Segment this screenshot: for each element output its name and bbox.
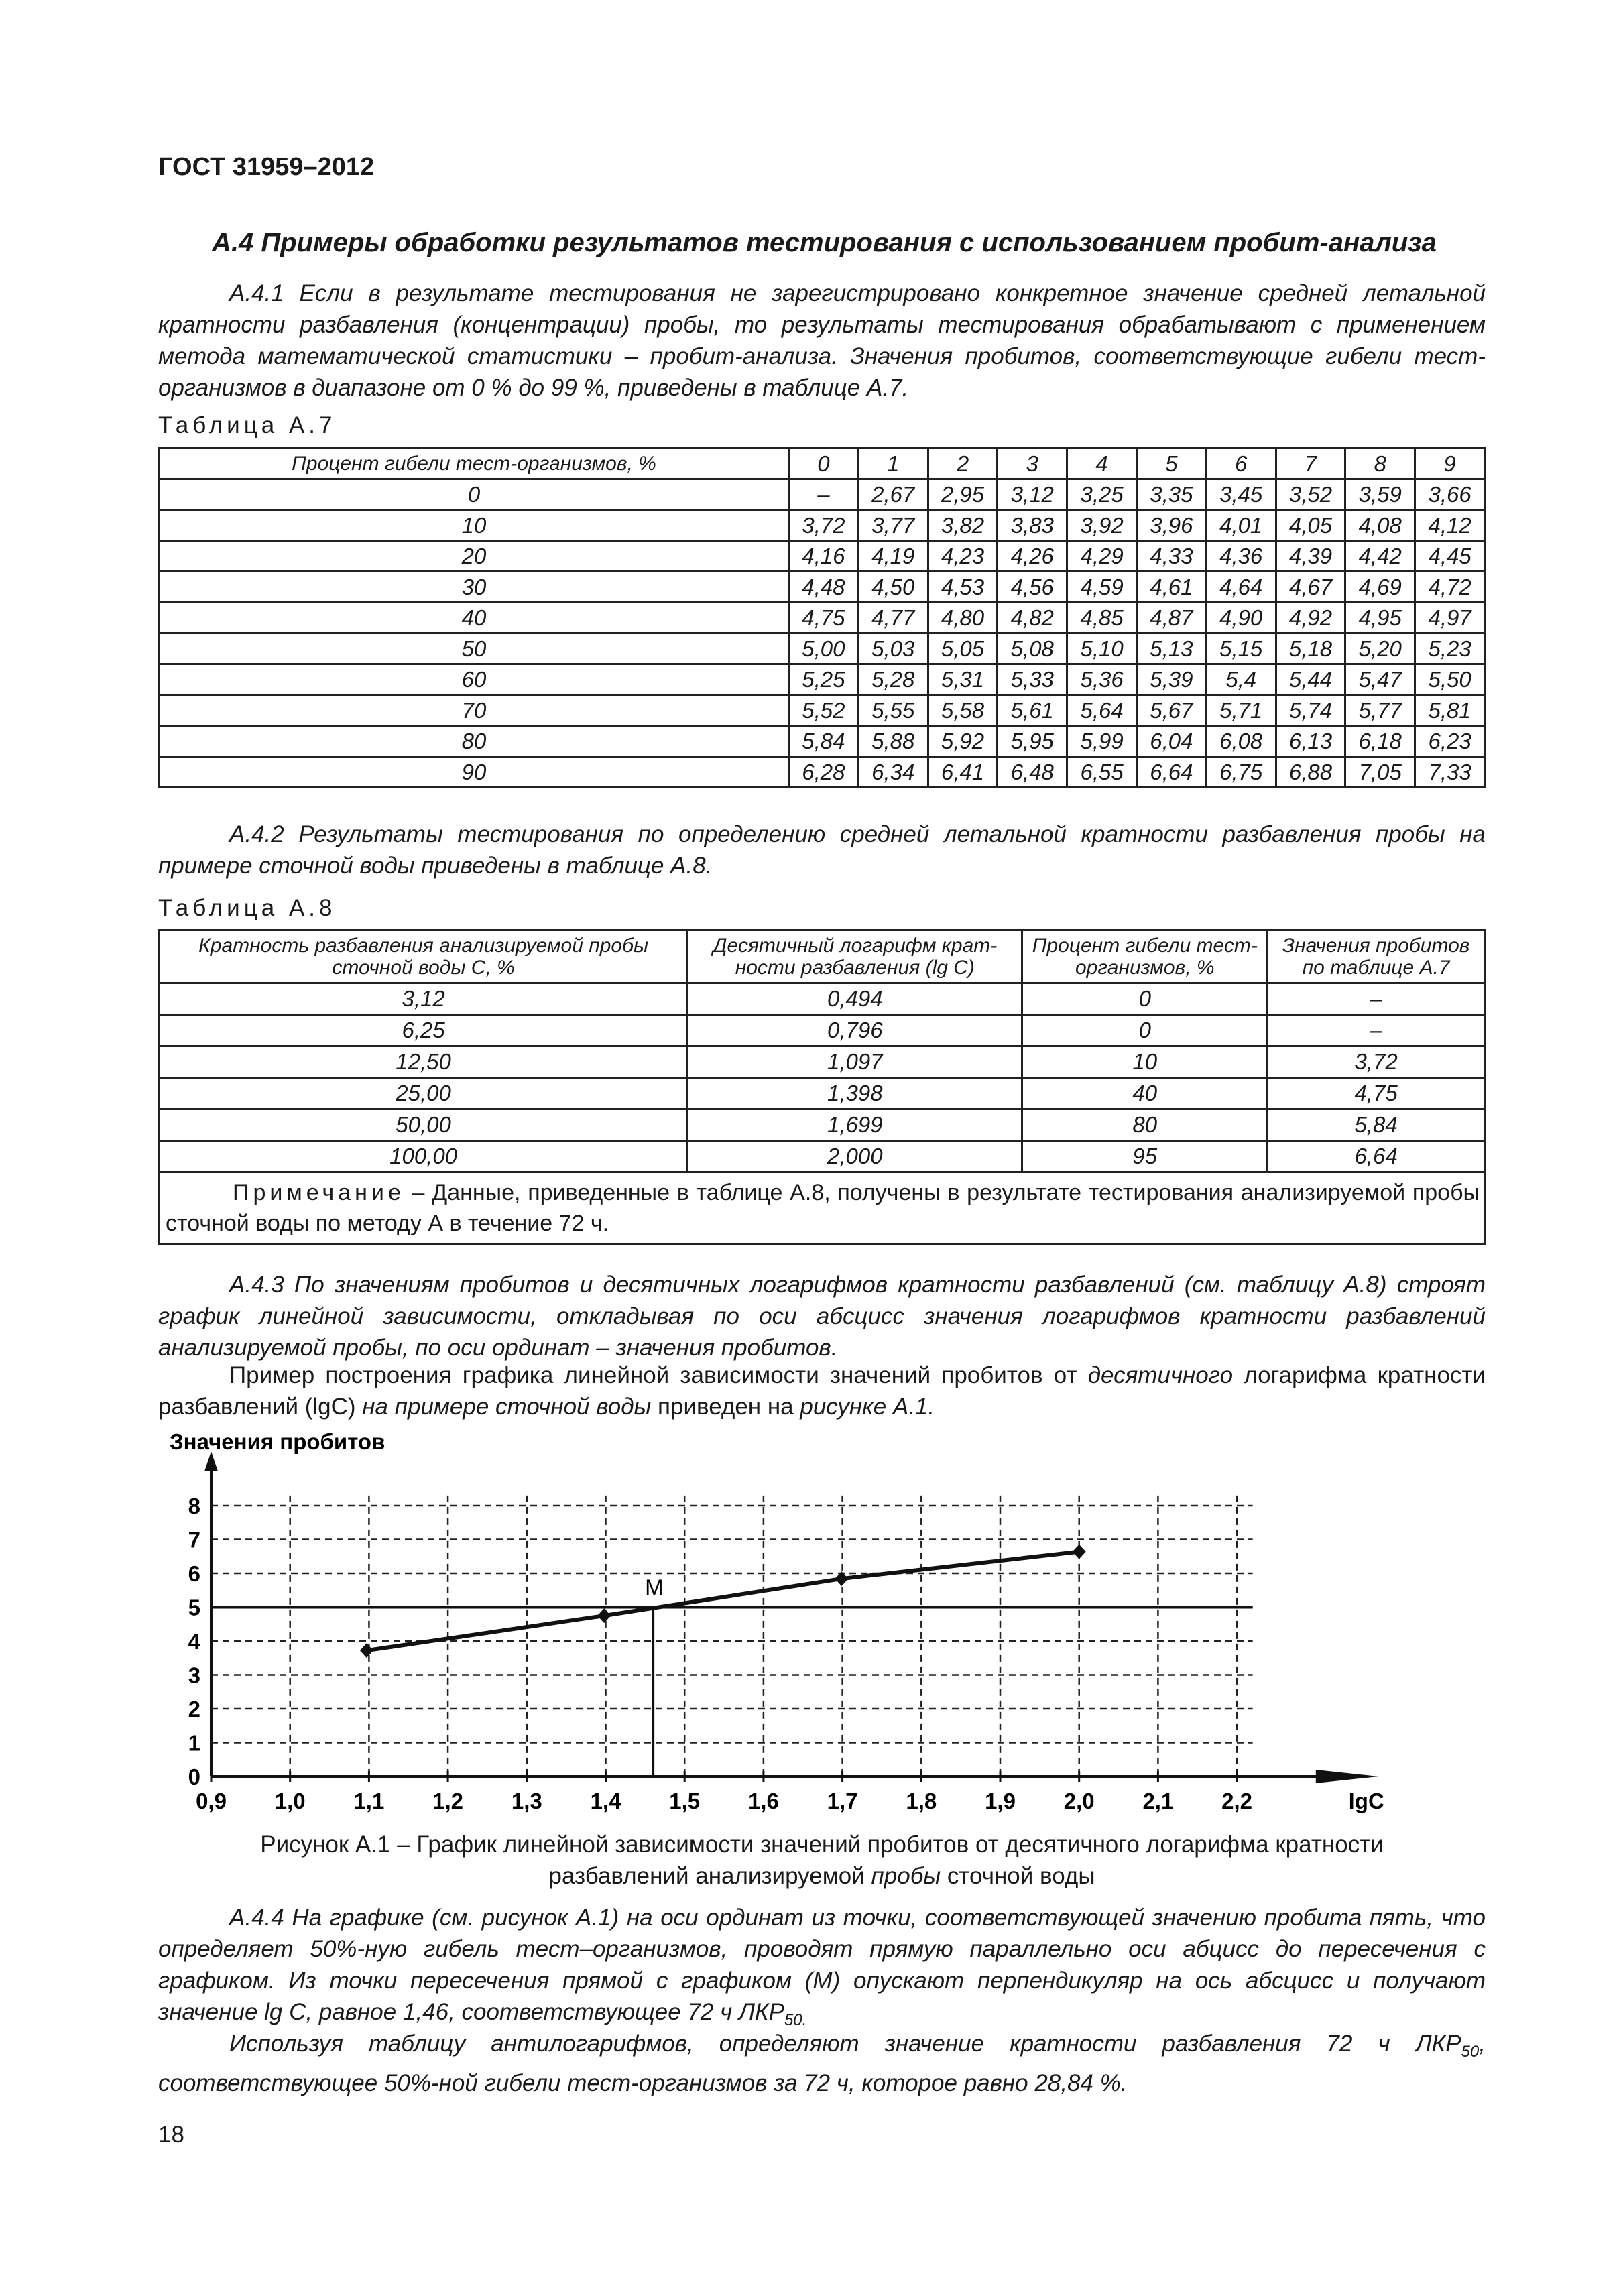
data-point	[360, 1643, 373, 1658]
table-cell: 0	[1022, 983, 1268, 1015]
table-a8-note	[160, 1172, 1485, 1244]
table-row	[160, 664, 1485, 695]
table-cell: 6,08	[1206, 726, 1276, 757]
table-cell: –	[1268, 983, 1485, 1015]
y-tick-label: 3	[188, 1663, 200, 1688]
table-a8-column-header: Десятичный логарифм крат-ности разбавления (lg С)	[688, 930, 1022, 983]
table-cell: 3,82	[928, 510, 998, 541]
table-cell: 5,05	[928, 633, 998, 664]
table-cell: 6,04	[1136, 726, 1206, 757]
table-cell: 4,42	[1345, 541, 1415, 572]
table-cell: 95	[1022, 1141, 1268, 1172]
table-cell: 4,56	[998, 572, 1067, 603]
table-cell: 4,80	[928, 603, 998, 633]
table-a7-row-label: 20	[160, 541, 789, 572]
table-cell: 6,75	[1206, 757, 1276, 788]
table-cell: 4,64	[1206, 572, 1276, 603]
table-cell: 5,18	[1276, 633, 1345, 664]
y-tick-label: 2	[188, 1697, 200, 1721]
table-cell: 4,59	[1067, 572, 1137, 603]
data-point	[835, 1571, 848, 1586]
table-cell: 4,26	[998, 541, 1067, 572]
table-cell: 3,92	[1067, 510, 1137, 541]
table-cell: 4,45	[1415, 541, 1485, 572]
paragraph-final: Используя таблицу антилогарифмов, определяют значение кратности разбавления 72 ч $ЛКР_{50}$, соответствующее 50%-ной гибели тест-организмов за 72 ч, которое равно 28,84 %.	[158, 2031, 1486, 2096]
table-a7-row-label: 80	[160, 726, 789, 757]
figure-caption: Рисунок А.1 – График линейной зависимости значений пробитов от десятичного логарифма кратности разбавлений анализируемой пробы сточной воды	[260, 1831, 1384, 1889]
table-cell: 0,494	[688, 983, 1022, 1015]
data-point	[597, 1608, 611, 1623]
table-cell: 5,39	[1136, 664, 1206, 695]
table-cell: 3,83	[998, 510, 1067, 541]
table-cell: 3,35	[1136, 479, 1206, 510]
table-cell: 5,25	[789, 664, 859, 695]
table-cell: 4,39	[1276, 541, 1345, 572]
table-cell: 5,95	[998, 726, 1067, 757]
table-cell: 4,08	[1345, 510, 1415, 541]
table-cell: 2,000	[688, 1141, 1022, 1172]
y-axis-title: Значения пробитов	[170, 1429, 385, 1454]
table-cell: 0	[1022, 1015, 1268, 1046]
table-cell: 5,64	[1067, 695, 1137, 726]
series-line	[367, 1552, 1079, 1650]
table-cell: 4,50	[858, 572, 928, 603]
x-tick-label: 1,2	[432, 1789, 464, 1813]
table-a8-column-header: Кратность разбавления анализируемой пробы сточной воды С, %	[160, 930, 688, 983]
table-cell: 2,95	[928, 479, 998, 510]
y-tick-label: 8	[188, 1494, 200, 1518]
table-cell: 5,74	[1276, 695, 1345, 726]
table-row	[160, 757, 1485, 788]
page-number: 18	[158, 2122, 184, 2148]
table-cell: 6,25	[160, 1015, 688, 1046]
table-cell: 4,33	[1136, 541, 1206, 572]
table-cell: 5,67	[1136, 695, 1206, 726]
table-cell: 5,23	[1415, 633, 1485, 664]
table-cell: 4,19	[858, 541, 928, 572]
table-cell: 6,64	[1268, 1141, 1485, 1172]
paragraph-a42: А.4.2 Результаты тестирования по определению средней летальной кратности разбавления пробы на примере сточной воды приведены в таблице А.8.	[158, 821, 1486, 879]
table-cell: 50,00	[160, 1109, 688, 1141]
table-cell: 4,85	[1067, 603, 1137, 633]
table-cell: 5,50	[1415, 664, 1485, 695]
table-a7-row-label: 90	[160, 757, 789, 788]
x-tick-label: 1,7	[827, 1789, 858, 1813]
table-a7-column-header: 6	[1206, 448, 1276, 479]
table-cell: 2,67	[858, 479, 928, 510]
table-cell: 5,03	[858, 633, 928, 664]
table-cell: 5,81	[1415, 695, 1485, 726]
table-row	[160, 695, 1485, 726]
table-cell: 1,699	[688, 1109, 1022, 1141]
table-cell: 40	[1022, 1078, 1268, 1109]
table-row	[160, 1046, 1485, 1078]
table-cell: 5,33	[998, 664, 1067, 695]
table-row	[160, 479, 1485, 510]
y-tick-label: 5	[188, 1595, 200, 1620]
table-cell: 4,90	[1206, 603, 1276, 633]
table-cell: 4,97	[1415, 603, 1485, 633]
table-cell: 12,50	[160, 1046, 688, 1078]
table-cell: 6,64	[1136, 757, 1206, 788]
table-cell: 5,15	[1206, 633, 1276, 664]
table-cell: 4,67	[1276, 572, 1345, 603]
table-cell: 3,12	[998, 479, 1067, 510]
table-cell: 4,36	[1206, 541, 1276, 572]
y-axis-arrow-icon	[204, 1451, 218, 1471]
table-cell: 4,23	[928, 541, 998, 572]
x-tick-label: 2,1	[1142, 1789, 1174, 1813]
table-cell: 3,66	[1415, 479, 1485, 510]
table-a8-caption: Таблица А.8	[158, 895, 337, 921]
table-a7-row-label: 70	[160, 695, 789, 726]
y-tick-label: 0	[188, 1764, 200, 1789]
table-cell: 5,84	[1268, 1109, 1485, 1141]
table-cell: 25,00	[160, 1078, 688, 1109]
table-a8-column-header: Процент гибели тест-организмов, %	[1022, 930, 1268, 983]
section-title: А.4 Примеры обработки результатов тестирования с использованием пробит-анализа	[212, 228, 1437, 257]
table-cell: 4,29	[1067, 541, 1137, 572]
table-cell: 4,53	[928, 572, 998, 603]
table-a7-row-label: 40	[160, 603, 789, 633]
table-row	[160, 633, 1485, 664]
table-a7-column-header: 8	[1345, 448, 1415, 479]
marker-label-m: M	[645, 1575, 664, 1600]
table-cell: 4,75	[1268, 1078, 1485, 1109]
table-cell: 1,097	[688, 1046, 1022, 1078]
table-a7-caption: Таблица А.7	[158, 412, 337, 438]
x-axis-title: lgC	[1348, 1789, 1384, 1813]
table-cell: 5,77	[1345, 695, 1415, 726]
table-cell: 4,82	[998, 603, 1067, 633]
x-tick-label: 1,8	[906, 1789, 937, 1813]
table-a7-row-label: 50	[160, 633, 789, 664]
table-a7-column-header: 7	[1276, 448, 1345, 479]
table-a7-column-header: 3	[998, 448, 1067, 479]
table-cell: 5,13	[1136, 633, 1206, 664]
table-a7-column-header: 5	[1136, 448, 1206, 479]
table-cell: 4,12	[1415, 510, 1485, 541]
table-cell: 4,95	[1345, 603, 1415, 633]
table-row	[160, 572, 1485, 603]
table-cell: 4,75	[789, 603, 859, 633]
table-cell: 3,12	[160, 983, 688, 1015]
table-a7-column-header: 2	[928, 448, 998, 479]
table-cell: 5,55	[858, 695, 928, 726]
table-cell: 4,87	[1136, 603, 1206, 633]
x-tick-label: 2,2	[1221, 1789, 1253, 1813]
x-tick-label: 1,6	[747, 1789, 779, 1813]
table-cell: 100,00	[160, 1141, 688, 1172]
table-a7-column-header: 9	[1415, 448, 1485, 479]
table-cell: 7,33	[1415, 757, 1485, 788]
table-cell: 6,88	[1276, 757, 1345, 788]
table-cell: 4,77	[858, 603, 928, 633]
table-cell: 4,92	[1276, 603, 1345, 633]
table-row	[160, 726, 1485, 757]
table-cell: 4,61	[1136, 572, 1206, 603]
y-tick-label: 1	[188, 1730, 200, 1756]
y-tick-label: 4	[188, 1629, 200, 1654]
table-cell: 5,84	[789, 726, 859, 757]
table-cell: 5,4	[1206, 664, 1276, 695]
table-cell: –	[789, 479, 859, 510]
table-cell: 4,01	[1206, 510, 1276, 541]
x-tick-label: 2,0	[1063, 1789, 1095, 1813]
document-header: ГОСТ 31959–2012	[158, 153, 375, 181]
table-row	[160, 541, 1485, 572]
paragraph-a44: А.4.4 На графике (см. рисунок А.1) на оси ординат из точки, соответствующей значению пробита пять, что определяет 50%-ную гибель тест–организмов, проводят прямую параллельно оси абцисс до пересечения с графиком. Из точки пересечения прямой с графиком (М) опускают перпендикуляр на ось абсцисс и получают значение lg С, равное 1,46, соответствующее 72 ч $ЛКР_{50.}$	[158, 1905, 1486, 2029]
probit-chart	[0, 1421, 1384, 1817]
table-a7-row-label: 60	[160, 664, 789, 695]
table-cell: 5,71	[1206, 695, 1276, 726]
table-cell: 1,398	[688, 1078, 1022, 1109]
table-cell: 4,05	[1276, 510, 1345, 541]
table-cell: 10	[1022, 1046, 1268, 1078]
x-tick-label: 1,3	[511, 1789, 542, 1813]
table-cell: 80	[1022, 1109, 1268, 1141]
x-tick-label: 1,4	[590, 1789, 621, 1813]
table-cell: 5,88	[858, 726, 928, 757]
table-cell: 5,36	[1067, 664, 1137, 695]
table-a8-column-header: Значения пробитов по таблице А.7	[1268, 930, 1485, 983]
table-a7	[158, 447, 1486, 788]
table-a7-header-label: Процент гибели тест-организмов, %	[160, 448, 789, 479]
x-tick-label: 1,5	[669, 1789, 701, 1813]
table-cell: 5,28	[858, 664, 928, 695]
note-text: – Данные, приведенные в таблице А.8, получены в результате тестирования анализируемой пробы сточной воды по методу А в течение 72 ч.	[166, 1180, 1480, 1236]
table-cell: 5,99	[1067, 726, 1137, 757]
table-cell: 6,34	[858, 757, 928, 788]
table-cell: 3,59	[1345, 479, 1415, 510]
table-cell: 0,796	[688, 1015, 1022, 1046]
table-cell: 3,72	[789, 510, 859, 541]
table-cell: 5,52	[789, 695, 859, 726]
note-label: Примечание	[233, 1180, 405, 1205]
table-a7-row-label: 0	[160, 479, 789, 510]
table-cell: 4,72	[1415, 572, 1485, 603]
table-cell: 6,48	[998, 757, 1067, 788]
table-a7-column-header: 0	[789, 448, 859, 479]
paragraph-a43: А.4.3 По значениям пробитов и десятичных логарифмов кратности разбавлений (см. таблицу А.8) строят график линейной зависимости, откладывая по оси абсцисс значения логарифмов кратности разбавлений анализируемой пробы, по оси ординат – значения пробитов.	[158, 1272, 1486, 1361]
table-cell: 6,18	[1345, 726, 1415, 757]
table-a7-row-label: 30	[160, 572, 789, 603]
x-tick-label: 1,9	[985, 1789, 1016, 1813]
table-a8	[158, 929, 1486, 1245]
table-cell: 5,92	[928, 726, 998, 757]
table-cell: 3,45	[1206, 479, 1276, 510]
table-cell: 5,44	[1276, 664, 1345, 695]
table-row	[160, 603, 1485, 633]
x-tick-label: 1,0	[274, 1789, 306, 1813]
table-cell: 4,69	[1345, 572, 1415, 603]
table-cell: 5,20	[1345, 633, 1415, 664]
table-cell: 6,13	[1276, 726, 1345, 757]
table-row	[160, 1078, 1485, 1109]
table-row	[160, 1015, 1485, 1046]
y-tick-label: 7	[188, 1527, 200, 1553]
table-cell: 3,25	[1067, 479, 1137, 510]
table-a7-column-header: 1	[858, 448, 928, 479]
y-tick-label: 6	[188, 1561, 200, 1586]
table-cell: 5,61	[998, 695, 1067, 726]
table-a7-row-label: 10	[160, 510, 789, 541]
table-cell: 5,47	[1345, 664, 1415, 695]
table-cell: –	[1268, 1015, 1485, 1046]
table-cell: 5,31	[928, 664, 998, 695]
table-cell: 3,52	[1276, 479, 1345, 510]
paragraph-example: Пример построения графика линейной зависимости значений пробитов от десятичного логарифма кратности разбавлений (lgC) на примере сточной воды приведен на рисунке А.1.	[158, 1362, 1486, 1420]
table-cell: 7,05	[1345, 757, 1415, 788]
table-cell: 6,55	[1067, 757, 1137, 788]
table-cell: 3,96	[1136, 510, 1206, 541]
table-a7-column-header: 4	[1067, 448, 1137, 479]
table-row	[160, 1109, 1485, 1141]
table-cell: 5,00	[789, 633, 859, 664]
table-cell: 3,77	[858, 510, 928, 541]
table-row	[160, 1141, 1485, 1172]
table-cell: 4,48	[789, 572, 859, 603]
x-tick-label: 1,1	[353, 1789, 385, 1813]
table-cell: 6,23	[1415, 726, 1485, 757]
table-cell: 4,16	[789, 541, 859, 572]
data-point	[1073, 1545, 1086, 1559]
x-tick-label: 0,9	[196, 1789, 227, 1813]
table-cell: 5,58	[928, 695, 998, 726]
table-cell: 3,72	[1268, 1046, 1485, 1078]
table-cell: 6,28	[789, 757, 859, 788]
table-cell: 5,08	[998, 633, 1067, 664]
paragraph-a41: А.4.1 Если в результате тестирования не зарегистрировано конкретное значение средней летальной кратности разбавления (концентрации) пробы, то результаты тестирования обрабатывают с применением метода математической статистики – пробит-анализа. Значения пробитов, соответствующие гибели тест-организмов в диапазоне от 0 % до 99 %, приведены в таблице А.7.	[158, 280, 1486, 401]
table-cell: 6,41	[928, 757, 998, 788]
x-axis-arrow-icon	[1316, 1770, 1379, 1783]
table-cell: 5,10	[1067, 633, 1137, 664]
table-row	[160, 510, 1485, 541]
table-row	[160, 983, 1485, 1015]
